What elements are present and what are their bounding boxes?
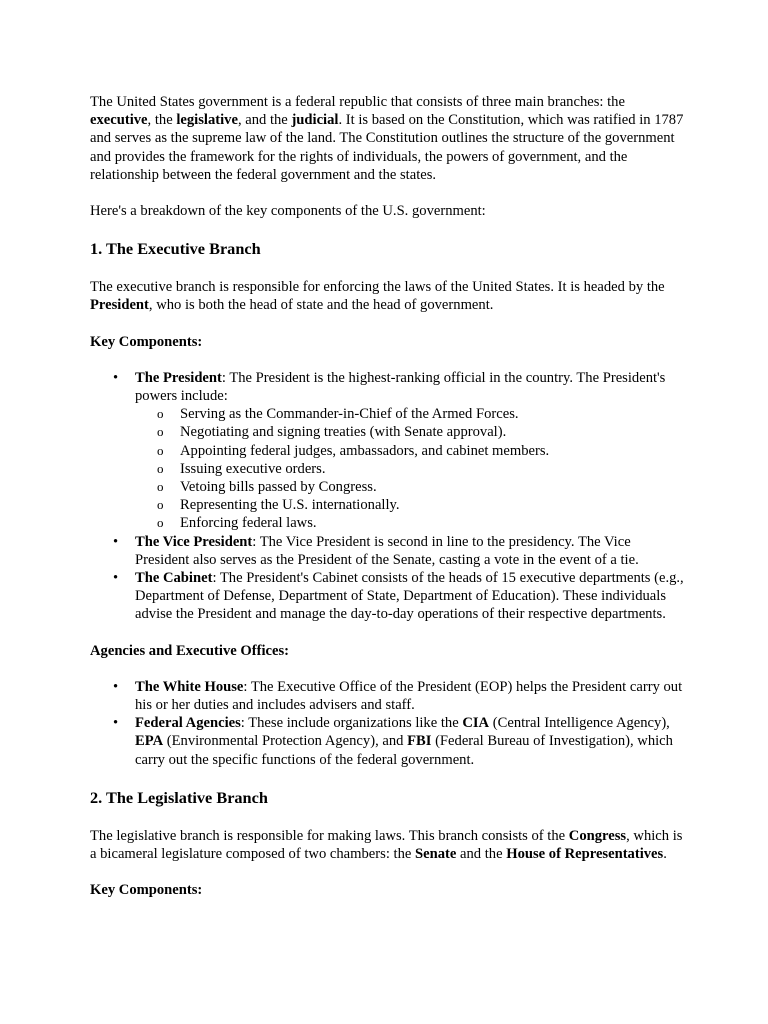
executive-heading: 1. The Executive Branch <box>90 239 261 259</box>
list-item-vice-president <box>90 533 685 569</box>
list-item: o Negotiating and signing treaties (with Senate approval). <box>135 423 685 441</box>
agencies-label: Agencies and Executive Offices: <box>90 642 290 659</box>
list-term: The White House <box>135 678 244 695</box>
list-term: Federal Agencies <box>135 715 241 732</box>
term-judicial: judicial <box>291 112 339 129</box>
term-executive: executive <box>90 112 148 129</box>
term-congress: Congress <box>568 827 627 844</box>
paragraph-text: and the <box>456 846 507 863</box>
legislative-paragraph <box>90 827 685 863</box>
list-item: o Vetoing bills passed by Congress. <box>135 478 685 496</box>
list-text: (Federal Bureau of Investigation), which carry out the specific functions of the federal government. <box>135 733 673 768</box>
term-fbi: FBI <box>407 733 432 750</box>
list-text: (Environmental Protection Agency), and <box>163 733 408 750</box>
key-components-label: Key Components: <box>90 882 203 899</box>
list-text: : The Vice President is second in line to the presidency. The Vice President also serves as the President of the Senate, casting a vote in the event of a tie. <box>135 533 639 568</box>
list-item: o Representing the U.S. internationally. <box>135 496 685 514</box>
paragraph-text: The legislative branch is responsible for making laws. This branch consists of the <box>90 827 569 844</box>
paragraph-text: . <box>663 846 667 863</box>
list-item-cabinet <box>90 569 685 624</box>
list-term: The Vice President <box>135 533 253 550</box>
list-item-federal-agencies <box>90 714 685 769</box>
paragraph-text: , who is both the head of state and the head of government. <box>148 297 494 314</box>
executive-components-list <box>90 369 685 624</box>
list-item-white-house <box>90 678 685 714</box>
term-president: President <box>90 297 149 314</box>
breakdown-paragraph: Here's a breakdown of the key components of the U.S. government: <box>90 203 486 220</box>
key-components-label: Key Components: <box>90 333 203 350</box>
intro-paragraph <box>90 93 685 184</box>
term-cia: CIA <box>462 715 490 732</box>
intro-text: . It is based on the Constitution, which was ratified in 1787 and serves as the supreme law of the land. The Constitution outlines the structure of the government and provides the framework for the rights of individuals, the powers of government, and the relationship between the federal government and the states. <box>90 112 684 183</box>
list-text: : The Executive Office of the President (EOP) helps the President carry out his or her duties and includes advisers and staff. <box>135 678 683 714</box>
term-house: House of Representatives <box>506 846 664 863</box>
legislative-heading: 2. The Legislative Branch <box>90 787 268 807</box>
list-text: : The President is the highest-ranking official in the country. The President's powers include: <box>135 369 666 405</box>
intro-text: The United States government is a federal republic that consists of three main branches: the <box>90 94 625 110</box>
intro-text: , and the <box>237 112 292 129</box>
executive-paragraph <box>90 278 685 314</box>
term-legislative: legislative <box>176 112 238 129</box>
list-text: : These include organizations like the <box>240 715 463 732</box>
paragraph-text: , which is a bicameral legislature composed of two chambers: the <box>90 827 683 863</box>
list-item: o Issuing executive orders. <box>135 460 685 478</box>
list-text: (Central Intelligence Agency), <box>489 715 670 732</box>
paragraph-text: The executive branch is responsible for enforcing the laws of the United States. It is headed by the <box>90 279 665 296</box>
president-powers-list <box>135 405 685 532</box>
list-item: o Appointing federal judges, ambassadors, and cabinet members. <box>135 442 685 460</box>
list-term: The President <box>135 369 222 386</box>
intro-text: , the <box>147 112 177 129</box>
list-item-president <box>90 369 685 533</box>
term-senate: Senate <box>415 846 457 863</box>
list-item: o Enforcing federal laws. <box>135 514 685 532</box>
document-page <box>90 93 685 918</box>
list-item: o Serving as the Commander-in-Chief of the Armed Forces. <box>135 405 685 423</box>
list-term: The Cabinet <box>135 570 213 587</box>
list-text: : The President's Cabinet consists of the heads of 15 executive departments (e.g., Department of Defense, Department of State, Department of Education). These individuals advise the President and manage the day-to-day operations of their respective departments. <box>135 570 684 623</box>
term-epa: EPA <box>135 733 164 750</box>
agencies-list <box>90 678 685 769</box>
